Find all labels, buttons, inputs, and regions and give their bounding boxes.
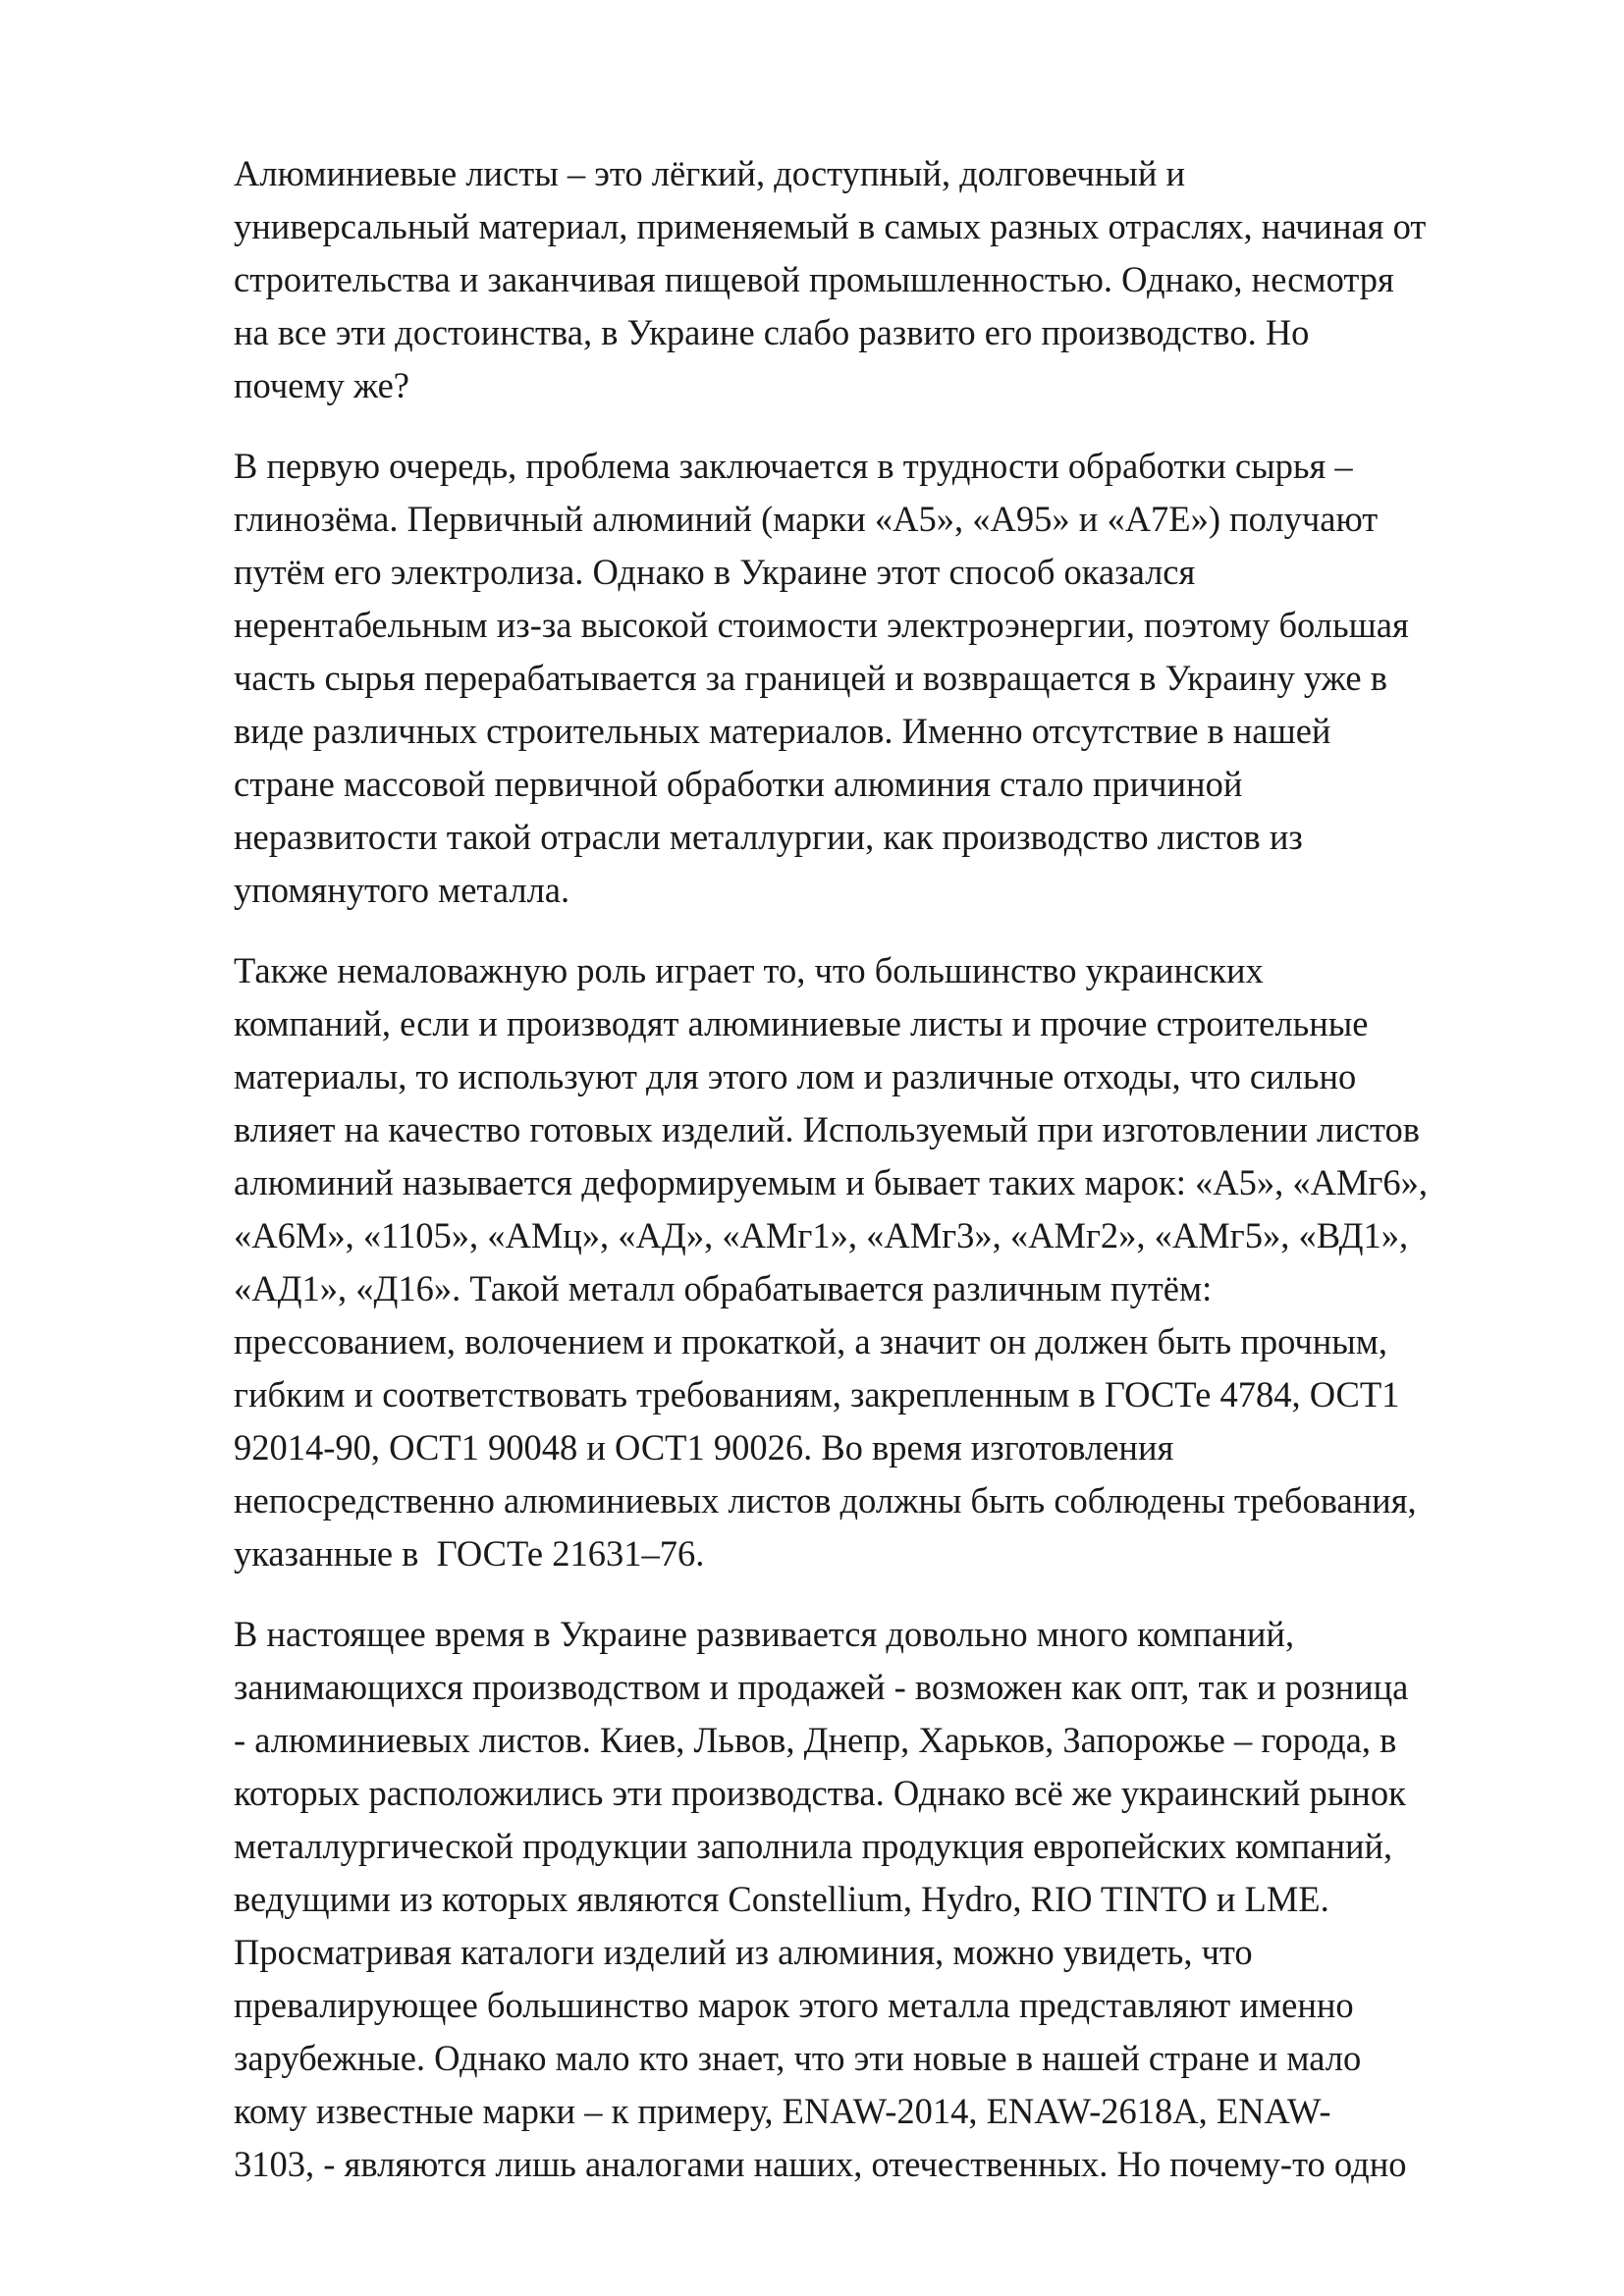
text-line: стране массовой первичной обработки алюминия стало причиной [234,764,1243,804]
text-line: глинозёма. Первичный алюминий (марки «А5», «А95» и «А7Е») получают [234,499,1379,539]
text-line: В настоящее время в Украине развивается довольно много компаний, [234,1614,1295,1654]
text-line: «А6М», «1105», «АМц», «АД», «АМг1», «АМг3», «АМг2», «АМг5», «ВД1», [234,1215,1409,1255]
text-line: занимающихся производством и продажей - возможен как опт, так и розница [234,1667,1409,1707]
text-line: нерентабельным из-за высокой стоимости электроэнергии, поэтому большая [234,605,1409,645]
text-line: влияет на качество готовых изделий. Используемый при изготовлении листов [234,1109,1420,1149]
text-line: указанные в ГОСТе 21631–76. [234,1533,705,1574]
text-line: Также немаловажную роль играет то, что большинство украинских [234,950,1264,990]
text-line: материалы, то используют для этого лом и различные отходы, что сильно [234,1056,1357,1096]
text-line: строительства и заканчивая пищевой промышленностью. Однако, несмотря [234,259,1394,299]
text-line: почему же? [234,365,410,405]
text-line: неразвитости такой отрасли металлургии, как производство листов из [234,817,1303,857]
text-line: на все эти достоинства, в Украине слабо развито его производство. Но [234,312,1310,352]
text-line: алюминий называется деформируемым и бывает таких марок: «А5», «АМг6», [234,1162,1429,1202]
paragraph-3 [234,944,1540,1580]
text-line: металлургической продукции заполнила продукция европейских компаний, [234,1826,1393,1866]
document-body [234,147,1540,2218]
text-line: компаний, если и производят алюминиевые листы и прочие строительные [234,1003,1369,1043]
text-line: В первую очередь, проблема заключается в трудности обработки сырья – [234,446,1353,486]
text-line: кому известные марки – к примеру, ENAW-2014, ENAW-2618A, ENAW- [234,2091,1331,2131]
text-line: которых расположились эти производства. Однако всё же украинский рынок [234,1773,1406,1813]
text-line: непосредственно алюминиевых листов должны быть соблюдены требования, [234,1480,1417,1521]
text-line: «АД1», «Д16». Такой металл обрабатывается различным путём: [234,1268,1213,1308]
text-line: упомянутого металла. [234,870,570,910]
text-line: гибким и соответствовать требованиям, закрепленным в ГОСТе 4784, ОСТ1 [234,1374,1400,1415]
paragraph-2 [234,440,1540,917]
text-line: - алюминиевых листов. Киев, Львов, Днепр, Харьков, Запорожье – города, в [234,1720,1397,1760]
text-line: зарубежные. Однако мало кто знает, что эти новые в нашей стране и мало [234,2038,1362,2078]
text-line: 3103, - являются лишь аналогами наших, отечественных. Но почему-то одно [234,2144,1407,2184]
text-line: виде различных строительных материалов. Именно отсутствие в нашей [234,711,1331,751]
paragraph-4 [234,1608,1540,2191]
text-line: Алюминиевые листы – это лёгкий, доступный, долговечный и [234,153,1186,193]
text-line: Просматривая каталоги изделий из алюминия, можно увидеть, что [234,1932,1253,1972]
text-line: превалирующее большинство марок этого металла представляют именно [234,1985,1354,2025]
text-line: 92014-90, ОСТ1 90048 и ОСТ1 90026. Во время изготовления [234,1427,1174,1468]
text-line: универсальный материал, применяемый в самых разных отраслях, начиная от [234,206,1427,246]
text-line: ведущими из которых являются Constellium, Hydro, RIO TINTO и LME. [234,1879,1329,1919]
text-line: путём его электролиза. Однако в Украине этот способ оказался [234,552,1196,592]
text-line: часть сырья перерабатывается за границей и возвращается в Украину уже в [234,658,1387,698]
paragraph-1 [234,147,1540,412]
text-line: прессованием, волочением и прокаткой, а значит он должен быть прочным, [234,1321,1388,1362]
